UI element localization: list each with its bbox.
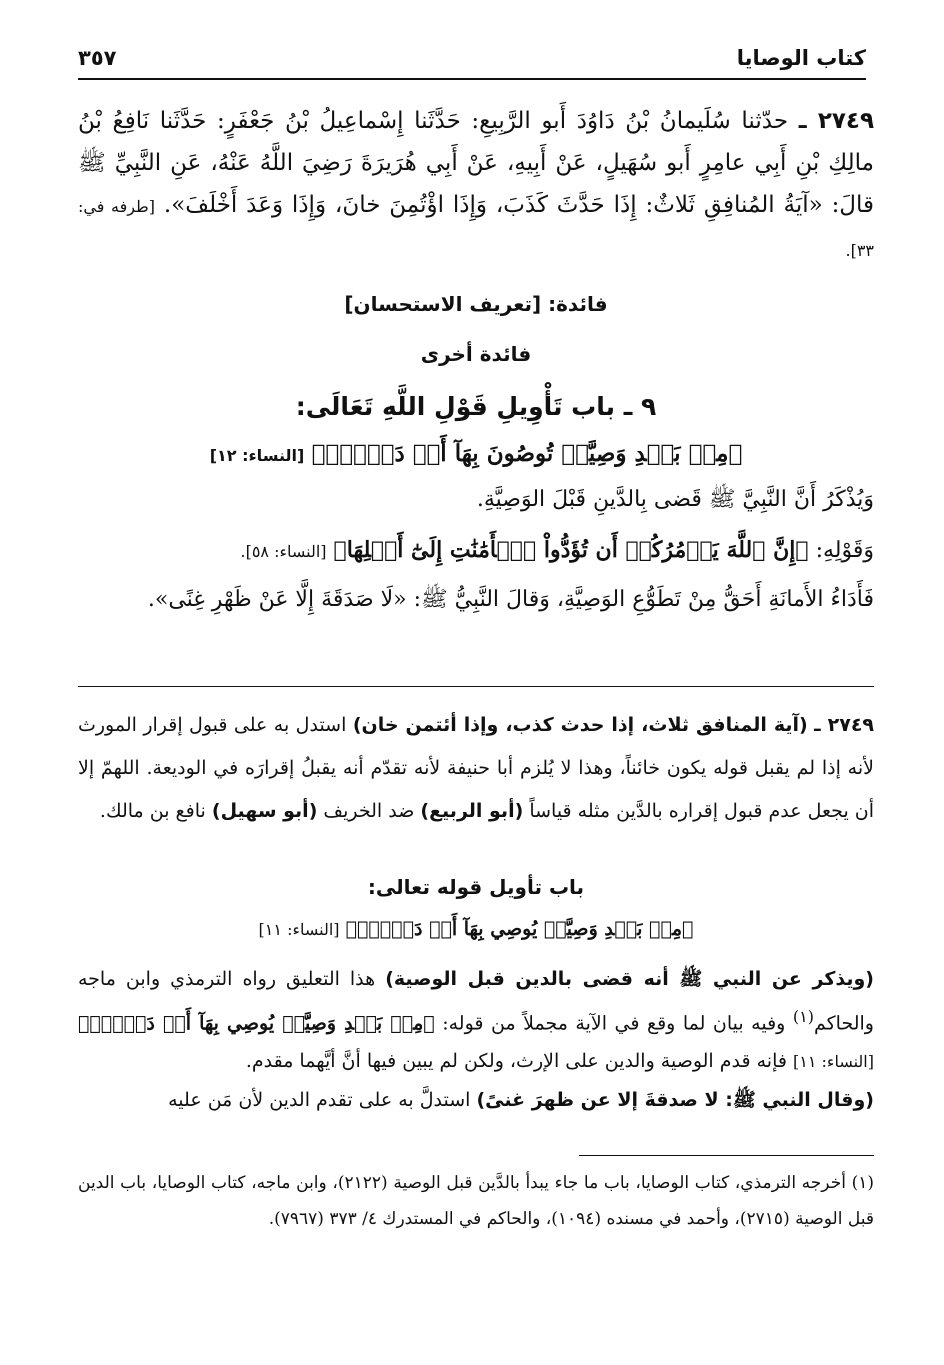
bab2-para1-text: هذا التعليق رواه الترمذي وابن ماجه والحاكم — [78, 968, 874, 1035]
footnote — [78, 1165, 874, 1237]
commentary-text: استدل به على قبول إقرار المورث لأنه إذا لم يقبل قوله يكون خائناً، وهذا لا يُلزم أبا حنيفة لأنه تقدّم أنه يقبلُ إقرارَه في الوديعة. اللهمّ إلا أن يجعل عدم قبول إقراره بالدَّين مثله قياساً — [78, 714, 874, 822]
bab-title: ٩ ـ باب تَأْوِيلِ قَوْلِ اللَّهِ تَعَالَى: — [295, 392, 657, 421]
footnote-separator — [579, 1155, 874, 1156]
commentary-lead: (آية المنافق ثلاث، إذا حدث كذب، وإذا أئتمن خان) — [352, 714, 808, 736]
commentary-paragraph — [78, 704, 874, 833]
bab2-para1-text-3: فإنه قدم الوصية والدين على الإرث، ولكن لم يبين فيها أنَّ أيَّهما مقدم. — [245, 1050, 787, 1073]
faida-other-heading: فائدة أخرى — [420, 342, 532, 366]
bab2-para1-lead: (ويذكر عن النبي ﷺ أنه قضى بالدين قبل الوصية) — [385, 968, 874, 990]
bab-verse-line — [78, 440, 874, 467]
page-number: ٣٥٧ — [78, 46, 117, 70]
bab2-para2-lead: (وقال النبي ﷺ: لا صدقةَ إلا عن ظهرَ غنىً) — [476, 1089, 874, 1112]
bab2-commentary — [78, 960, 874, 1119]
commentary-abu-suhail: (أبو سهيل) — [211, 800, 318, 822]
footnote-text: أخرجه الترمذي، كتاب الوصايا، باب ما جاء يبدأ بالدَّين قبل الوصية (٢١٢٢)، وابن ماجه، كتاب الوصايا، باب الدين قبل الوصية (٢٧١٥)، وأحمد في مسنده (١٠٩٤)، والحاكم في المستدرك ٤/ ٣٧٣ (٧٩٦٧). — [78, 1173, 874, 1229]
hadith-number: ٢٧٤٩ ـ — [798, 108, 875, 134]
faida-heading: فائدة: [تعريف الاستحسان] — [344, 292, 608, 316]
bab2-verse: ﴿مِنۢ بَعۡدِ وَصِيَّةٖ يُوصِي بِهَآ أَوۡ دَيۡنٍۗ﴾ — [345, 918, 694, 940]
hadith-text — [78, 100, 874, 272]
commentary-number: ٢٧٤٩ ـ — [814, 714, 875, 736]
bab2-title: باب تأويل قوله تعالى: — [367, 875, 585, 899]
chapter-title: كتاب الوصايا — [736, 46, 866, 70]
bab2-para1-ref: [النساء: ١١] — [793, 1052, 874, 1072]
hadith-matn: «آيَةُ المُنافِقِ ثَلاثٌ: إِذَا حَدَّثَ كَذَبَ، وَإِذَا اؤْتُمِنَ خانَ، وَإِذَا وَعَدَ أَخْلَفَ». — [163, 192, 823, 218]
bab-line-1: وَيُذْكَرُ أَنَّ النَّبِيَّ ﷺ قَضى بِالدَّينِ قَبْلَ الوَصِيَّةِ. — [476, 487, 874, 512]
main-separator — [78, 686, 874, 687]
page-header — [78, 38, 866, 80]
bab-line-2 — [78, 528, 874, 574]
hadith-reference: [طرفه في: ٣٣]. — [78, 197, 874, 260]
bab2-verse-line — [78, 918, 874, 940]
bab2-para2-text: استدلَّ به على تقدم الدين لأن مَن عليه — [168, 1089, 471, 1112]
bab2-para1-verse: ﴿مِنۢ بَعۡدِ وَصِيَّةٖ يُوصِي بِهَآ أَوۡ دَيۡنٍۗ﴾ — [78, 1012, 435, 1035]
bab2-para1-text-2: وفيه بيان لما وقع في الآية مجملاً من قوله: — [442, 1012, 786, 1035]
bab-line-2-pre: وَقَوْلِهِ: — [815, 538, 874, 563]
footnote-marker[interactable]: (١) — [792, 1007, 814, 1026]
bab2-verse-ref: [النساء: ١١] — [258, 920, 340, 939]
commentary-text-2: ضد الخريف — [323, 800, 415, 822]
hadith-isnad: حدّثنا سُلَيمانُ بْنُ دَاوُدَ أَبو الرَّبِيعِ: حَدَّثَنا إِسْماعِيلُ بْنُ جَعْفَرٍ: حَدَّثَنا نَافِعُ بْنُ مالِكِ بْنِ أَبِي عامِرٍ أَبو سُهَيلٍ، عَنْ أَبِيهِ، عَنْ أَبِي هُرَيرَةَ رَضِيَ اللَّهُ عَنْهُ، عَنِ النَّبِيِّ ﷺ قالَ: — [78, 108, 875, 218]
commentary-abu-rabi: (أبو الربيع) — [420, 800, 524, 822]
bab-verse-ref: [النساء: ١٢] — [209, 446, 305, 465]
bab-line-2-ref: [النساء: ٥٨]. — [240, 542, 327, 561]
bab-line-3: فَأَدَاءُ الأَمانَةِ أَحَقُّ مِنْ تَطَوُّعِ الوَصِيَّةِ، وَقالَ النَّبِيُّ ﷺ: «لَا صَدَقَةَ إِلَّا عَنْ ظَهْرِ غِنًى». — [147, 587, 874, 612]
footnote-mark: (١) — [851, 1173, 875, 1193]
bab-line-2-verse: ﴿إِنَّ ٱللَّهَ يَأۡمُرُكُمۡ أَن تُؤَدُّواْ ٱلۡأَمَٰنَٰتِ إِلَىٰٓ أَهۡلِهَا﴾ — [333, 537, 809, 563]
commentary-text-3: نافع بن مالك. — [99, 800, 206, 822]
bab-verse: ﴿مِنۢ بَعۡدِ وَصِيَّةٖ تُوصُونَ بِهَآ أَوۡ دَيۡنٖۗ﴾ — [311, 440, 743, 467]
